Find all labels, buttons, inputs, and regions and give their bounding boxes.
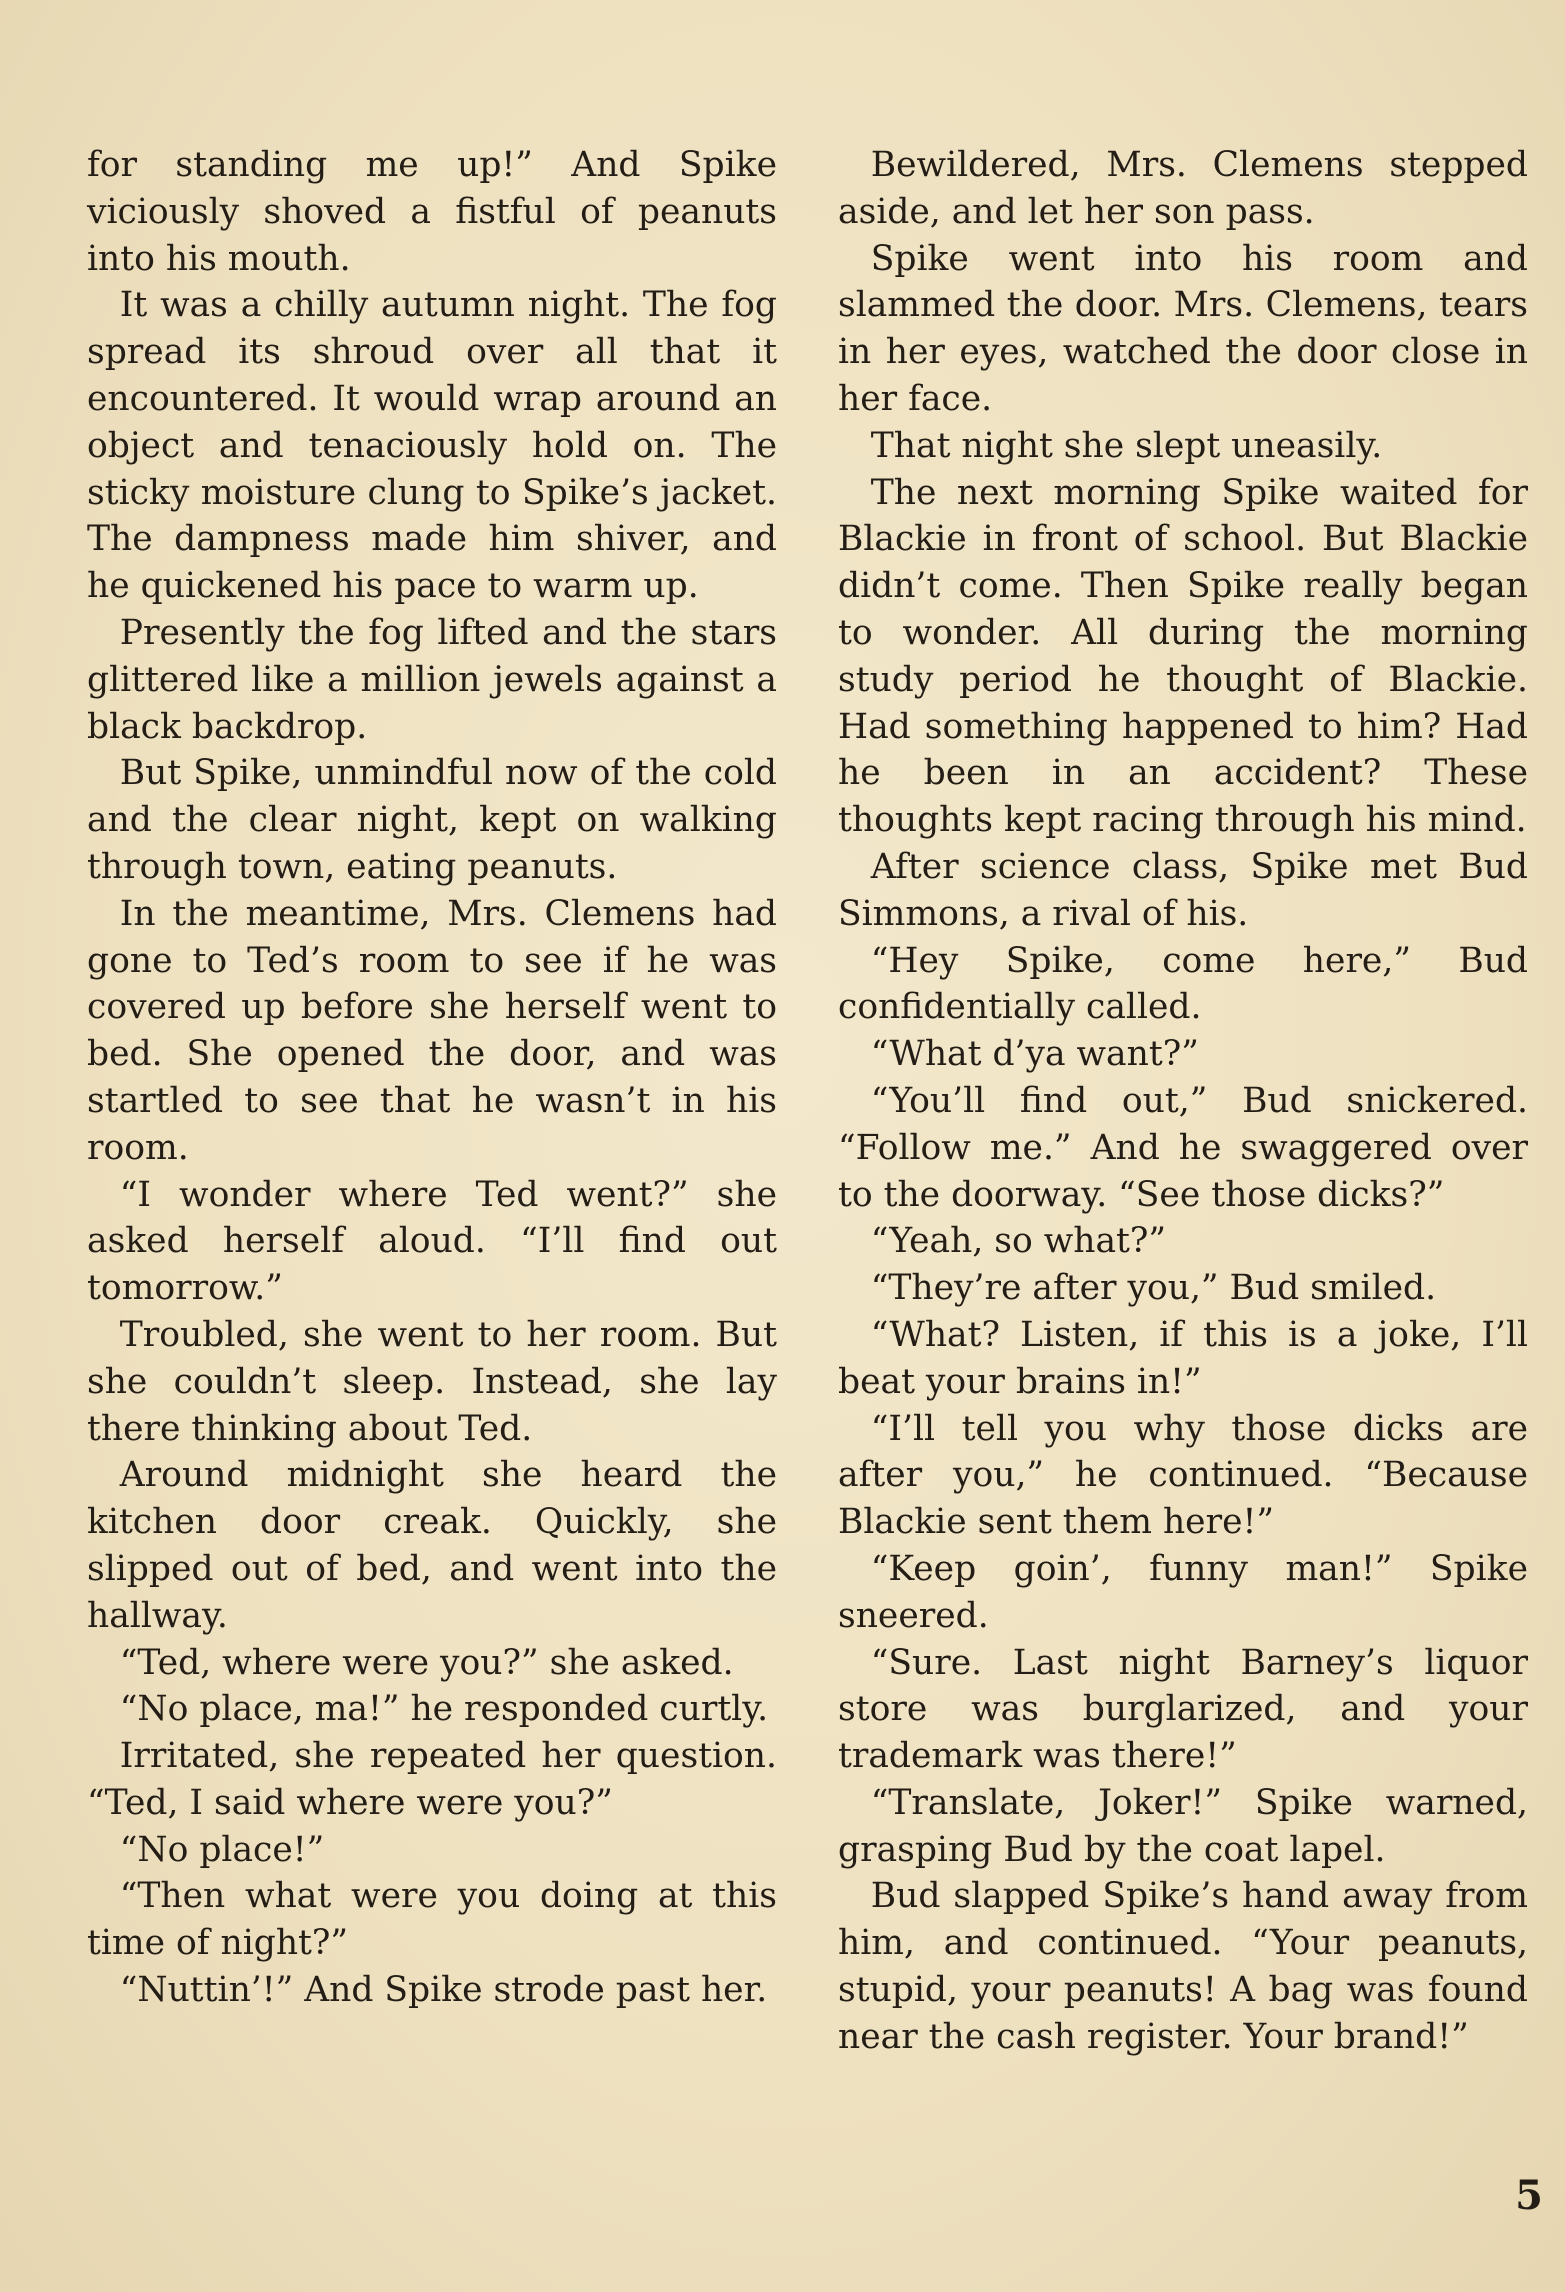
paragraph: After science class, Spike met Bud Simmons, a rival of his. — [838, 846, 1528, 934]
paragraph: “You’ll find out,” Bud snickered. “Follow me.” And he swaggered over to the doorway. “See those dicks?” — [838, 1080, 1528, 1215]
paragraph: Bewildered, Mrs. Clemens stepped aside, and let her son pass. — [838, 145, 1528, 232]
paragraph: “Yeah, so what?” — [870, 1221, 1167, 1262]
paragraph: Irritated, she repeated her question. “Ted, I said where were you?” — [87, 1736, 777, 1823]
paragraph: “Nuttin’!” And Spike strode past her. — [119, 1970, 768, 2011]
paragraph: Spike went into his room and slammed the door. Mrs. Clemens, tears in her eyes, watched the door close in her face. — [838, 238, 1528, 419]
paragraph: “Keep goin’, funny man!” Spike sneered. — [838, 1548, 1528, 1636]
paragraph: “Ted, where were you?” she asked. — [119, 1642, 734, 1683]
paragraph: “Hey Spike, come here,” Bud confidentially called. — [838, 940, 1528, 1028]
page-number: 5 — [1515, 2172, 1543, 2219]
paragraph: “Then what were you doing at this time of night?” — [87, 1876, 777, 1964]
paragraph: Presently the fog lifted and the stars glittered like a million jewels against a black backdrop. — [87, 612, 777, 747]
paragraph: “What? Listen, if this is a joke, I’ll beat your brains in!” — [838, 1314, 1528, 1402]
paragraph: But Spike, unmindful now of the cold and the clear night, kept on walking through town, eating peanuts. — [87, 753, 777, 887]
paragraph: “I wonder where Ted went?” she asked herself aloud. “I’ll find out tomorrow.” — [87, 1174, 777, 1309]
paragraph: for standing me up!” And Spike viciously shoved a fistful of peanuts into his mouth. — [87, 145, 777, 279]
paragraph: “No place!” — [119, 1829, 325, 1870]
paragraph: “I’ll tell you why those dicks are after you,” he continued. “Because Blackie sent them here!” — [838, 1408, 1528, 1543]
right-text-column — [838, 142, 1528, 2061]
paragraph: It was a chilly autumn night. The fog spread its shroud over all that it encountered. It would wrap around an object and tenaciously hold on. The sticky moisture clung to Spike’s jacket. The dampness made him shiver, and he quickened his pace to warm up. — [87, 285, 777, 607]
paragraph: “Translate, Joker!” Spike warned, grasping Bud by the coat lapel. — [838, 1782, 1528, 1870]
paragraph: In the meantime, Mrs. Clemens had gone to Ted’s room to see if he was covered up before she herself went to bed. She opened the door, and was startled to see that he wasn’t in his room. — [87, 893, 777, 1168]
paragraph: “They’re after you,” Bud smiled. — [870, 1268, 1437, 1309]
paragraph: “What d’ya want?” — [870, 1034, 1199, 1075]
paragraph: The next morning Spike waited for Blackie in front of school. But Blackie didn’t come. Then Spike really began to wonder. All during the morning study period he thought of Blackie. Had something happened to him? Had he been in an accident? These thoughts kept racing through his mind. — [838, 472, 1528, 841]
paragraph: Around midnight she heard the kitchen door creak. Quickly, she slipped out of bed, and went into the hallway. — [87, 1455, 777, 1636]
paragraph: Bud slapped Spike’s hand away from him, and continued. “Your peanuts, stupid, your peanuts! A bag was found near the cash register. Your brand!” — [838, 1876, 1528, 2057]
paragraph: Troubled, she went to her room. But she couldn’t sleep. Instead, she lay there thinking about Ted. — [87, 1314, 777, 1449]
paragraph: That night she slept uneasily. — [870, 425, 1383, 466]
paragraph: “No place, ma!” he responded curtly. — [119, 1689, 769, 1730]
left-text-column — [87, 142, 777, 2014]
paragraph: “Sure. Last night Barney’s liquor store was burglarized, and your trademark was there!” — [838, 1642, 1528, 1777]
